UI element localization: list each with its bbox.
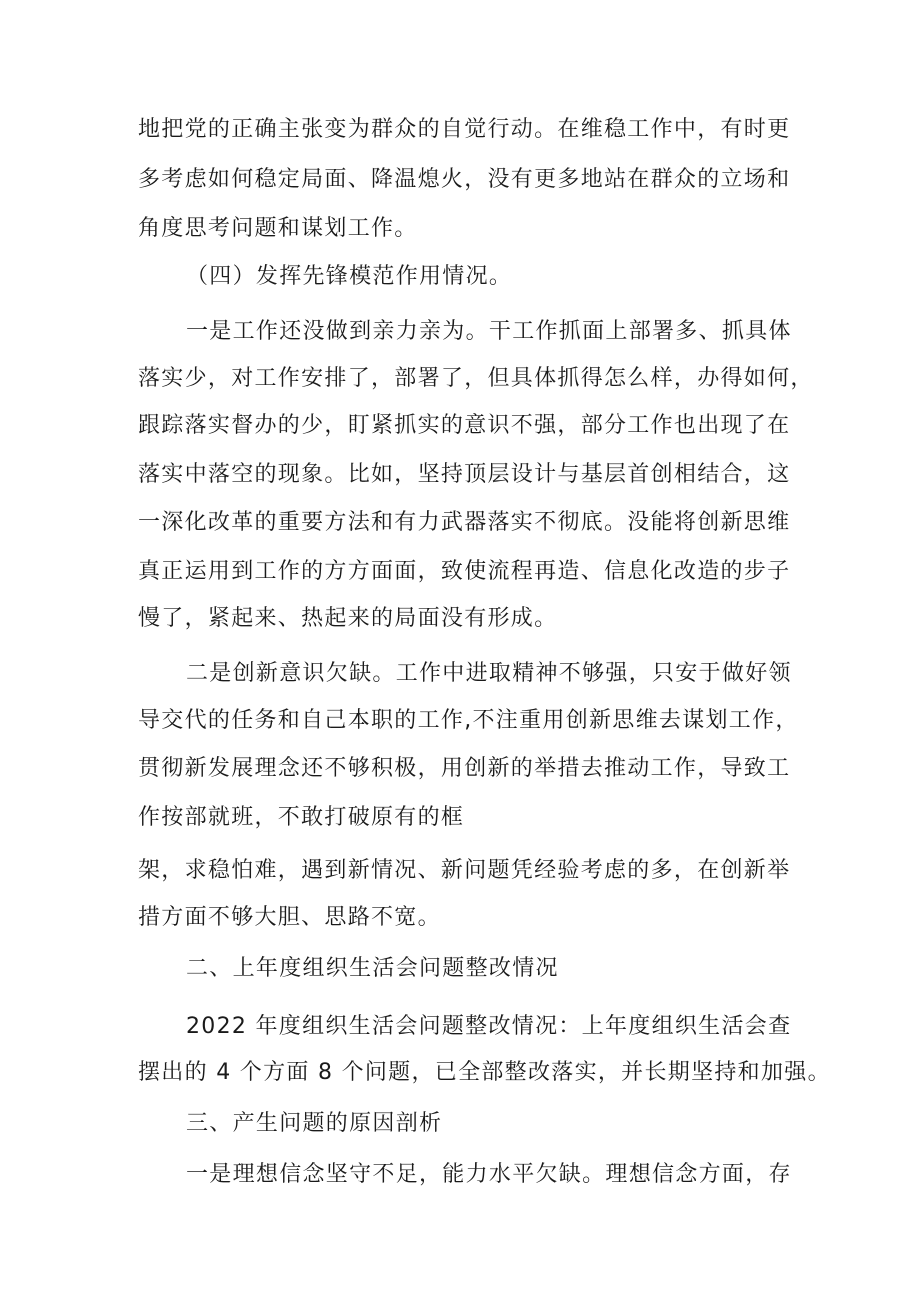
text-line: 落实少，对工作安排了，部署了，但具体抓得怎么样，办得如何，	[138, 366, 814, 391]
text-line: 一是工作还没做到亲力亲为。干工作抓面上部署多、抓具体	[186, 319, 792, 344]
text-line: 角度思考问题和谋划工作。	[138, 216, 418, 241]
text-line: 导交代的任务和自己本职的工作,不注重用创新思维去谋划工作，	[138, 708, 799, 733]
text-line: 2022 年度组织生活会问题整改情况：上年度组织生活会查	[186, 1014, 792, 1039]
text-line: 落实中落空的现象。比如，坚持顶层设计与基层首创相结合，这	[138, 462, 791, 487]
text-line: 跟踪落实督办的少，盯紧抓实的意识不强，部分工作也出现了在	[138, 413, 791, 438]
section-heading: 三、产生问题的原因剖析	[186, 1111, 443, 1136]
section-heading: （四）发挥先锋模范作用情况。	[186, 264, 513, 289]
section-heading: 二、上年度组织生活会问题整改情况	[186, 956, 559, 981]
text-line: 慢了，紧起来、热起来的局面没有形成。	[138, 606, 558, 631]
text-line: 一是理想信念坚守不足，能力水平欠缺。理想信念方面，存	[186, 1162, 792, 1187]
text-line: 真正运用到工作的方方面面，致使流程再造、信息化改造的步子	[138, 559, 791, 584]
text-line: 作按部就班，不敢打破原有的框	[138, 805, 465, 830]
text-line: 一深化改革的重要方法和有力武器落实不彻底。没能将创新思维	[138, 510, 791, 535]
text-line: 贯彻新发展理念还不够积极，用创新的举措去推动工作，导致工	[138, 756, 791, 781]
text-line: 摆出的 4 个方面 8 个问题，已全部整改落实，并长期坚持和加强。	[138, 1060, 831, 1085]
text-line: 多考虑如何稳定局面、降温熄火，没有更多地站在群众的立场和	[138, 167, 791, 192]
text-line: 架，求稳怕难，遇到新情况、新问题凭经验考虑的多，在创新举	[138, 858, 791, 883]
text-line: 措方面不够大胆、思路不宽。	[138, 905, 441, 930]
text-line: 地把党的正确主张变为群众的自觉行动。在维稳工作中，有时更	[138, 117, 791, 142]
text-line: 二是创新意识欠缺。工作中进取精神不够强，只安于做好领	[186, 661, 792, 686]
